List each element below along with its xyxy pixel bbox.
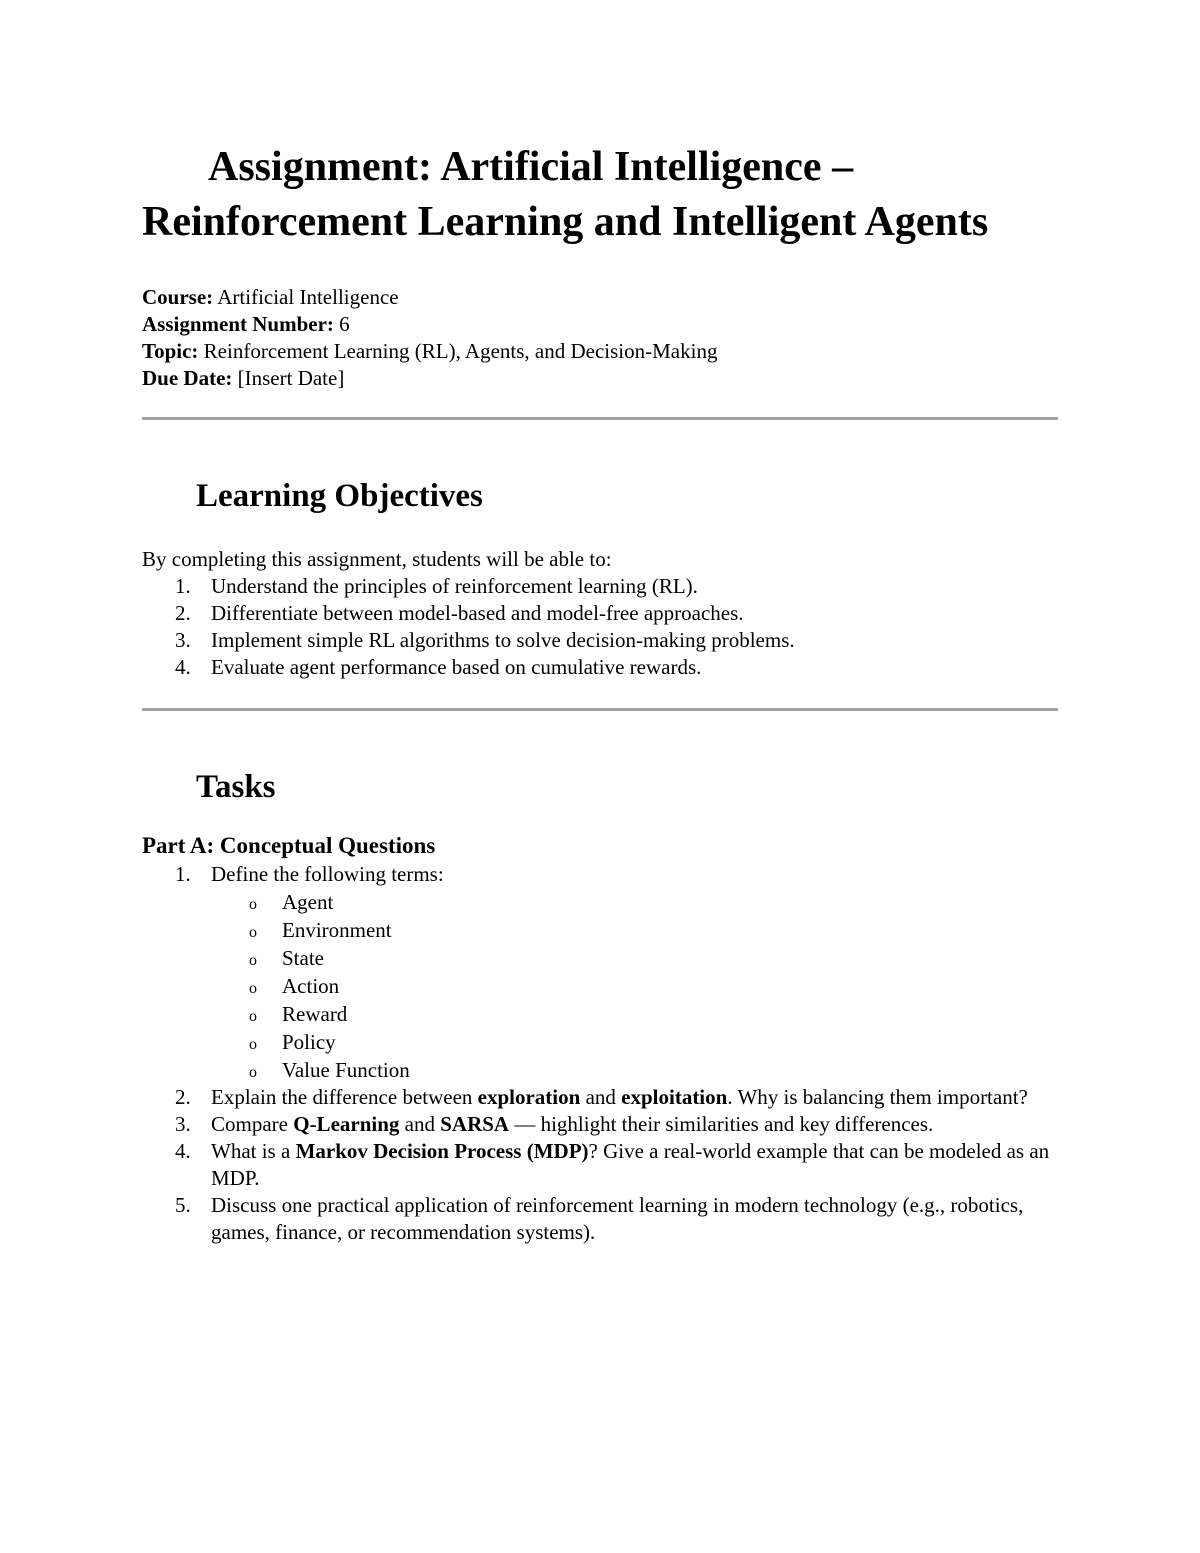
- list-item: [142, 573, 1058, 600]
- list-item-text: Differentiate between model-based and model-free approaches.: [211, 601, 744, 625]
- due-date-label: Due Date:: [142, 366, 233, 390]
- term-item: o Policy: [211, 1028, 1058, 1056]
- list-item: [142, 600, 1058, 627]
- assignment-number-label: Assignment Number:: [142, 312, 334, 336]
- objectives-list: [142, 573, 1058, 681]
- objectives-intro: By completing this assignment, students will be able to:: [142, 547, 612, 571]
- course-value: Artificial Intelligence: [217, 285, 399, 309]
- list-number: 2.: [175, 601, 191, 625]
- question-4: 4. What is a Markov Decision Process (MDP)? Give a real-world example that can be modeled as an MDP.: [175, 1139, 1050, 1190]
- meta-due-date: [142, 365, 1058, 392]
- part-a-heading: Part A: Conceptual Questions: [142, 833, 436, 858]
- circle-bullet-icon: o: [249, 896, 257, 913]
- terms-list: [211, 888, 1058, 1084]
- assignment-number-value: 6: [339, 312, 350, 336]
- list-number: 4.: [175, 655, 191, 679]
- list-item-text: Implement simple RL algorithms to solve decision-making problems.: [211, 628, 795, 652]
- question-3: 3. Compare Q-Learning and SARSA — highlight their similarities and key differences.: [175, 1112, 934, 1136]
- circle-bullet-icon: o: [249, 980, 257, 997]
- list-number: 4.: [175, 1139, 191, 1163]
- document-title: Assignment: Artificial Intelligence – Reinforcement Learning and Intelligent Agents: [142, 144, 989, 245]
- list-number: 2.: [175, 1085, 191, 1109]
- question-1: [142, 861, 1058, 1084]
- questions-list: [142, 861, 1058, 1246]
- circle-bullet-icon: o: [249, 1036, 257, 1053]
- list-number: 3.: [175, 1112, 191, 1136]
- term-item: o Agent: [211, 888, 1058, 916]
- list-item-text: Evaluate agent performance based on cumulative rewards.: [211, 655, 702, 679]
- topic-label: Topic:: [142, 339, 199, 363]
- tasks-heading: Tasks: [196, 769, 276, 805]
- circle-bullet-icon: o: [249, 1064, 257, 1081]
- meta-assignment-number: [142, 311, 1058, 338]
- list-number: 1.: [175, 574, 191, 598]
- term-item: o State: [211, 944, 1058, 972]
- list-item-text: Understand the principles of reinforcement learning (RL).: [211, 574, 698, 598]
- topic-value: Reinforcement Learning (RL), Agents, and Decision-Making: [203, 339, 718, 363]
- term-item: o Environment: [211, 916, 1058, 944]
- meta-course: [142, 284, 1058, 311]
- horizontal-divider: [142, 417, 1058, 420]
- assignment-meta: [142, 284, 1058, 392]
- learning-objectives-heading: Learning Objectives: [196, 478, 483, 514]
- list-number: 5.: [175, 1193, 191, 1217]
- list-number: 3.: [175, 628, 191, 652]
- meta-topic: [142, 338, 1058, 365]
- circle-bullet-icon: o: [249, 1008, 257, 1025]
- question-5: 5. Discuss one practical application of reinforcement learning in modern technology (e.g., robotics, games, finance, or recommendation systems).: [175, 1193, 1024, 1244]
- question-text: Define the following terms:: [211, 862, 444, 886]
- course-label: Course:: [142, 285, 214, 309]
- due-date-value: [Insert Date]: [237, 366, 345, 390]
- circle-bullet-icon: o: [249, 952, 257, 969]
- list-number: 1.: [175, 862, 191, 886]
- term-item: o Value Function: [211, 1056, 1058, 1084]
- term-item: o Action: [211, 972, 1058, 1000]
- term-item: o Reward: [211, 1000, 1058, 1028]
- document-page: [142, 140, 1058, 1246]
- question-2: 2. Explain the difference between exploration and exploitation. Why is balancing them important?: [175, 1085, 1028, 1109]
- list-item: [142, 654, 1058, 681]
- list-item: [142, 627, 1058, 654]
- circle-bullet-icon: o: [249, 924, 257, 941]
- horizontal-divider: [142, 708, 1058, 711]
